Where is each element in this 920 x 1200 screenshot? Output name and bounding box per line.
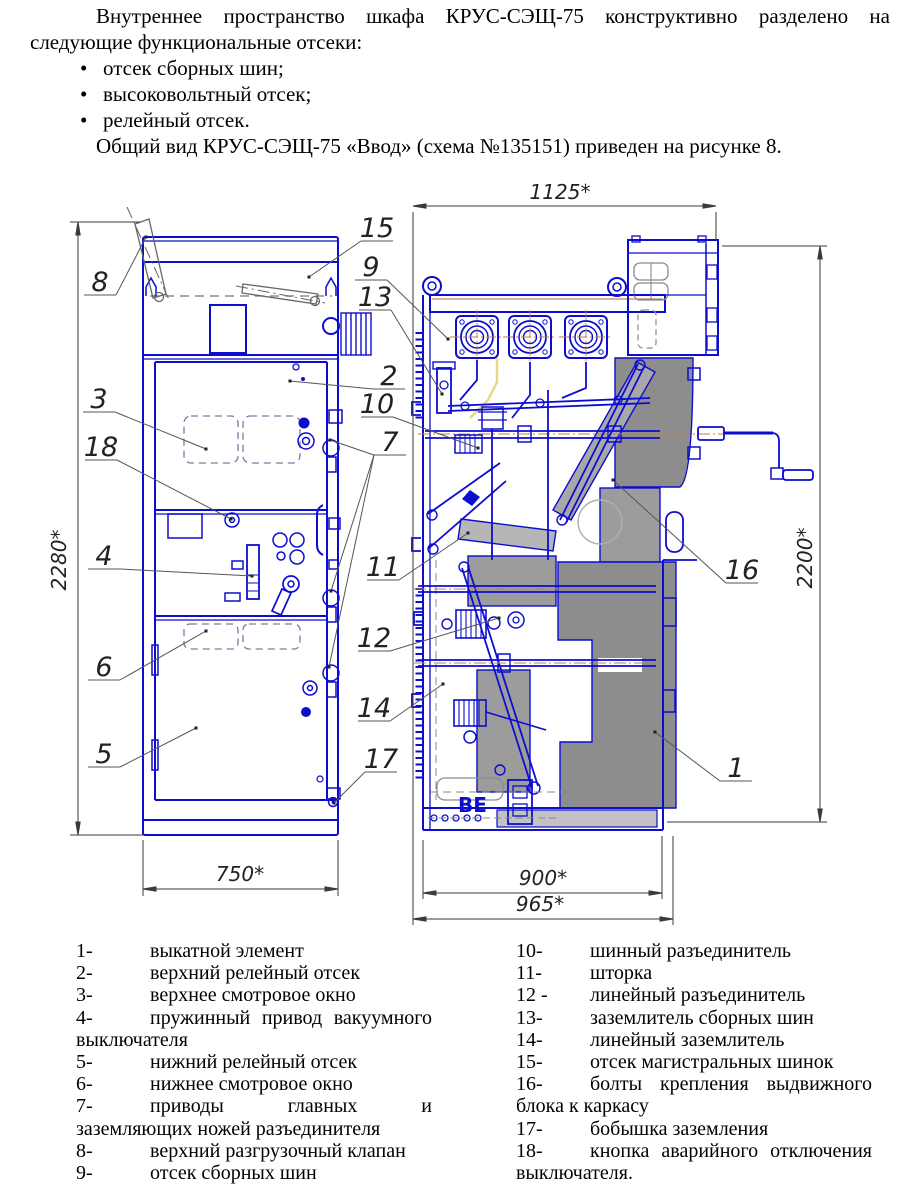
relief-flap-left [127, 207, 170, 302]
legend-item-13 [516, 1007, 872, 1029]
legend-num: 15- [516, 1051, 543, 1074]
legend-item-7 [76, 1095, 432, 1139]
legend-item-6 [76, 1073, 432, 1095]
legend-num: 2- [76, 962, 93, 985]
callout-label-9: 9 [362, 252, 380, 283]
callout-label-10: 10 [359, 389, 395, 420]
callout-10 [361, 417, 480, 450]
dim-label-side-width: 900* [518, 866, 568, 890]
dim-label-front-height: 2280* [47, 529, 71, 591]
legend-text: верхнее смотровое окно [150, 984, 356, 1007]
callout-label-18: 18 [83, 432, 119, 463]
lifting-lug [326, 278, 336, 296]
bushing-2 [503, 310, 557, 364]
legend-num: 18- [516, 1139, 543, 1162]
legend-text: болты крепления выдвижного блока к каркасу [516, 1073, 872, 1118]
legend-text: выкатной элемент [150, 940, 304, 962]
callout-label-8: 8 [91, 267, 109, 298]
legend-item-8 [76, 1140, 432, 1162]
lifting-ring [608, 278, 626, 296]
legend-num: 8- [76, 1139, 93, 1162]
inspection-window-lower-left [184, 624, 238, 649]
dim-label-side-height: 2200* [793, 527, 817, 589]
spring-drive-panel [168, 513, 304, 615]
legend-num: 9- [76, 1162, 93, 1185]
legend-text: линейный разъединитель [590, 984, 806, 1007]
legend-num: 6- [76, 1073, 93, 1096]
lifting-ring [423, 277, 441, 295]
legend-num: 14- [516, 1028, 543, 1051]
legend-item-5 [76, 1051, 432, 1073]
legend-text: верхний релейный отсек [150, 962, 361, 985]
legend-item-9 [76, 1162, 432, 1184]
legend-num: 10- [516, 940, 543, 962]
legend-num: 1- [76, 940, 93, 962]
bellows-line-disconnector [442, 610, 500, 638]
inspection-window-upper-left [184, 416, 238, 463]
dim-label-top-width: 1125* [529, 180, 591, 204]
callout-18 [85, 460, 233, 521]
latch-drive-3 [323, 665, 339, 681]
legend-item-4 [76, 1007, 432, 1051]
door-handle [317, 505, 323, 555]
bushing-1 [450, 310, 504, 364]
callout-15 [308, 241, 394, 279]
callout-label-2: 2 [380, 361, 398, 392]
callout-label-15: 15 [359, 213, 395, 244]
bullet-text: высоковольтный отсек; [103, 82, 312, 106]
callout-label-17: 17 [363, 744, 399, 775]
shutter-plate [458, 519, 556, 551]
legend-text: отсек магистральных шинок [590, 1051, 834, 1074]
legend-num: 16- [516, 1073, 543, 1096]
legend-item-12 [516, 984, 872, 1006]
callout-label-11: 11 [365, 552, 401, 583]
dim-label-overall-width: 965* [515, 892, 565, 916]
legend-column-left [76, 940, 432, 1184]
side-view [412, 236, 813, 830]
legend-num: 7- [76, 1095, 93, 1118]
legend-num: 11- [516, 962, 542, 985]
legend-item-2 [76, 962, 432, 984]
legend-item-3 [76, 984, 432, 1006]
callout-label-14: 14 [356, 693, 392, 724]
legend-num: 3- [76, 984, 93, 1007]
legend-column-right [516, 940, 872, 1184]
figure-caption: Общий вид КРУС-СЭЩ-75 «Ввод» (схема №135151) приведен на рисунке 8. [96, 134, 782, 158]
legend-text: нижний релейный отсек [150, 1051, 358, 1074]
legend-text: приводы главных и заземляющих ножей разъединителя [76, 1095, 432, 1140]
legend-num: 12 - [516, 984, 548, 1007]
bullet-text: отсек сборных шин; [103, 56, 284, 80]
legend-text: отсек сборных шин [150, 1162, 317, 1185]
callout-label-16: 16 [724, 555, 760, 586]
lifting-lug [146, 278, 156, 296]
bushing-3 [559, 310, 613, 364]
legend-num: 13- [516, 1006, 543, 1029]
callout-label-13: 13 [357, 282, 393, 313]
legend-num: 4- [76, 1006, 93, 1029]
legend-item-10 [516, 940, 872, 962]
callout-label-6: 6 [95, 652, 113, 683]
callout-label-3: 3 [90, 384, 108, 415]
crank-handle [698, 427, 813, 480]
legend-text: бобышка заземления [590, 1117, 769, 1140]
legend-text: заземлитель сборных шин [590, 1006, 814, 1029]
legend-text: нижнее смотровое окно [150, 1073, 353, 1096]
latch-column [323, 410, 342, 697]
callout-label-5: 5 [95, 739, 113, 770]
intro-paragraph: Внутреннее пространство шкафа КРУС-СЭЩ-75 конструктивно разделено на следующие функциональные отсеки: [30, 4, 890, 54]
drawing-mark: ВЕ [458, 793, 487, 817]
legend-text: шинный разъединитель [590, 940, 792, 962]
front-view [127, 207, 371, 835]
legend-text: пружинный привод вакуумного выключателя [76, 1006, 432, 1051]
legend-item-16 [516, 1073, 872, 1117]
dim-label-front-width: 750* [215, 862, 265, 886]
callout-17 [333, 772, 398, 805]
inspection-window-lower-right [243, 624, 300, 649]
bullet-text: релейный отсек. [103, 108, 250, 132]
top-right-box [628, 236, 718, 355]
legend-text: линейный заземлитель [590, 1028, 785, 1051]
callout-4 [88, 569, 254, 578]
legend-item-14 [516, 1029, 872, 1051]
callout-label-1: 1 [727, 753, 745, 784]
legend-item-11 [516, 962, 872, 984]
legend-num: 5- [76, 1051, 93, 1074]
grommet [323, 318, 339, 334]
legend-text: верхний разгрузочный клапан [150, 1139, 406, 1162]
legend-item-15 [516, 1051, 872, 1073]
flexible-conduit [341, 313, 371, 355]
vent-window [210, 305, 246, 353]
callout-label-7: 7 [381, 427, 399, 458]
legend-item-1 [76, 940, 432, 962]
legend-num: 17- [516, 1117, 543, 1140]
legend-text: шторка [590, 962, 653, 985]
legend-text: кнопка аварийного отключения выключателя. [516, 1139, 872, 1185]
legend-item-18 [516, 1140, 872, 1184]
inspection-window-upper-right [243, 416, 300, 463]
callout-label-4: 4 [95, 541, 113, 572]
relief-flap-mid [236, 284, 325, 306]
callout-label-12: 12 [356, 623, 392, 654]
legend-item-17 [516, 1118, 872, 1140]
